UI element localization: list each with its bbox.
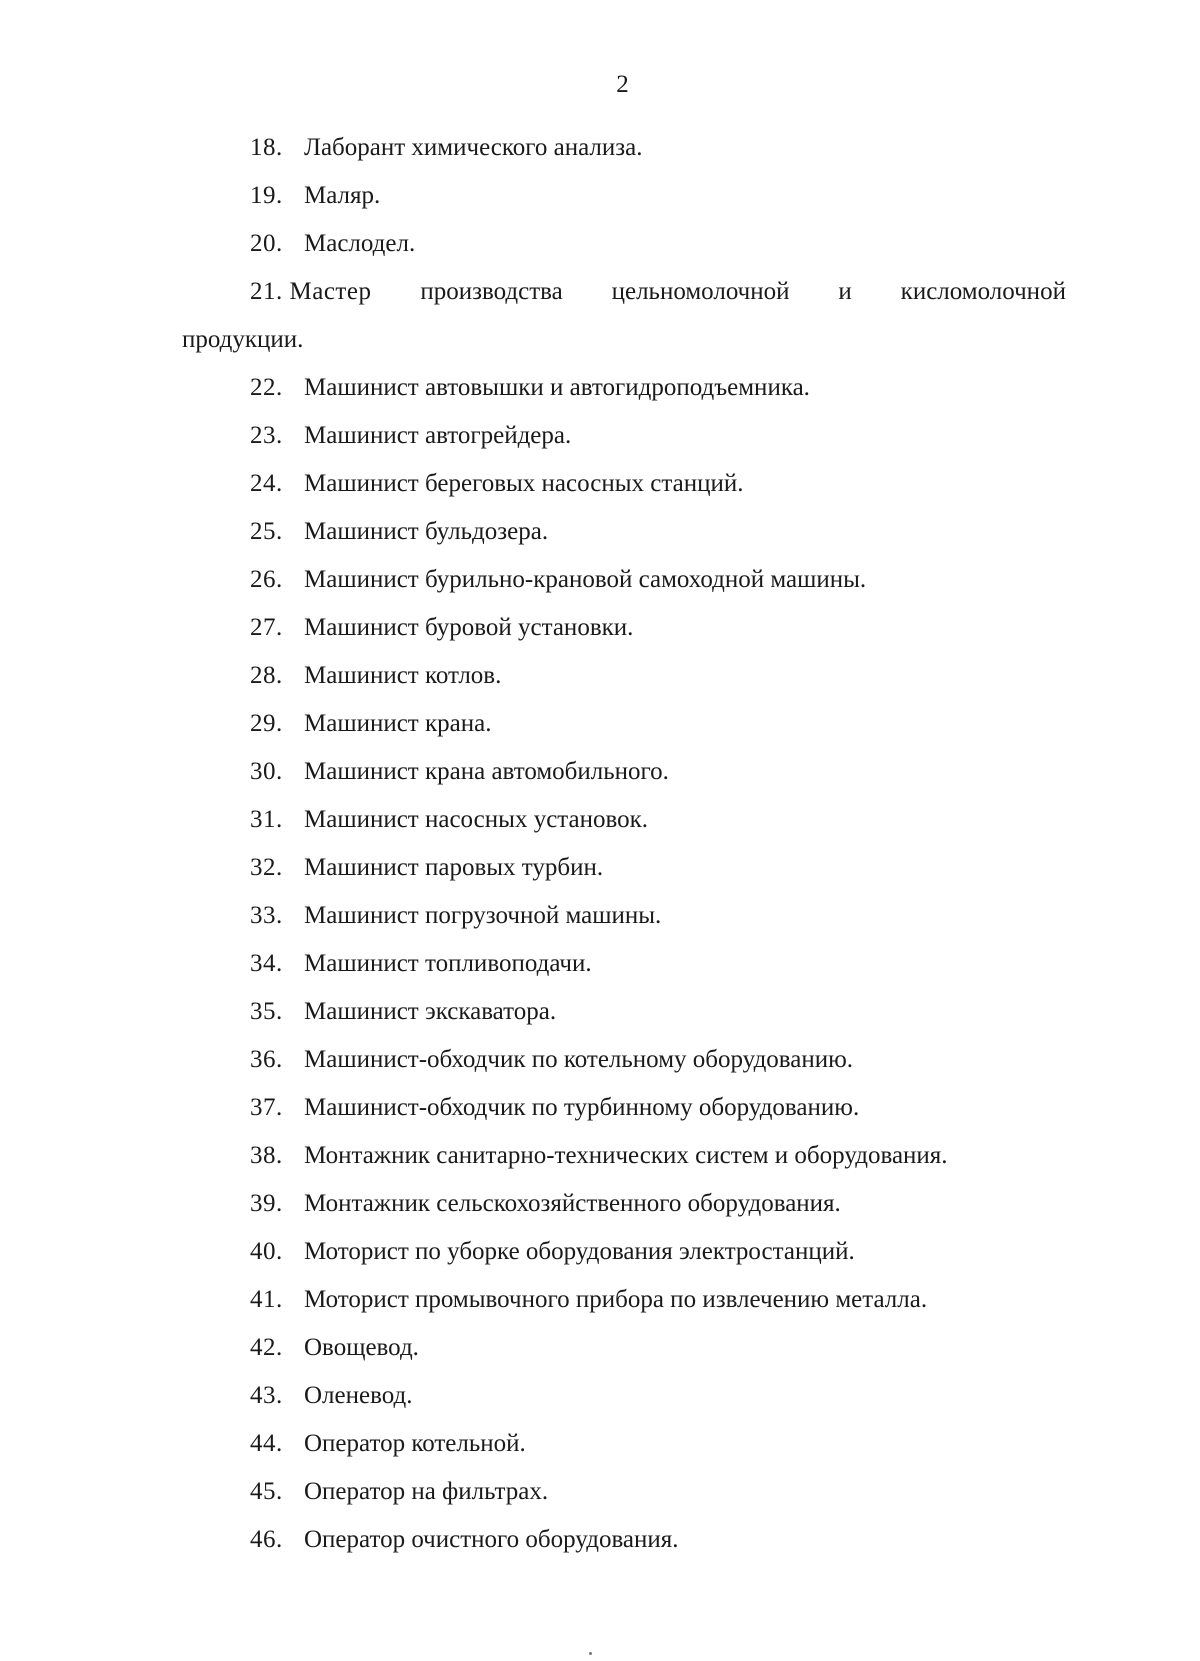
list-item: [182, 748, 1066, 796]
item-number: 18.: [250, 134, 283, 161]
item-number: 37.: [250, 1094, 283, 1121]
scan-speck: [589, 1652, 592, 1655]
item-number: 35.: [250, 998, 283, 1025]
item-text: Монтажник санитарно-технических систем и оборудования.: [304, 1142, 948, 1169]
item-text: Моторист по уборке оборудования электростанций.: [304, 1238, 855, 1265]
item-number: 33.: [250, 902, 283, 929]
item-number: 36.: [250, 1046, 283, 1073]
list-item: [182, 1516, 1066, 1564]
list-item: [182, 1036, 1066, 1084]
list-item: [182, 1372, 1066, 1420]
list-item: [182, 124, 1066, 172]
item-number: 44.: [250, 1430, 283, 1457]
item-number: 39.: [250, 1190, 283, 1217]
item-continuation: продукции.: [182, 326, 304, 353]
item-word: цельномолочной: [611, 278, 790, 305]
item-number: 19.: [250, 182, 283, 209]
item-text: Машинист паровых турбин.: [304, 854, 604, 881]
item-text: Оленевод.: [304, 1382, 413, 1409]
item-number: 25.: [250, 518, 283, 545]
list-item: [182, 172, 1066, 220]
item-number: 42.: [250, 1334, 283, 1361]
item-text: Маслодел.: [304, 230, 416, 257]
item-text: Овощевод.: [304, 1334, 419, 1361]
item-text: Машинист бульдозера.: [304, 518, 549, 545]
item-number: 24.: [250, 470, 283, 497]
list-item: [182, 988, 1066, 1036]
item-number: 23.: [250, 422, 283, 449]
list-item: [182, 364, 1066, 412]
item-text: Оператор на фильтрах.: [304, 1478, 549, 1505]
list-item: [182, 604, 1066, 652]
item-number: 45.: [250, 1478, 283, 1505]
item-number: 31.: [250, 806, 283, 833]
item-number: 38.: [250, 1142, 283, 1169]
list-item-wrapped: [182, 268, 1066, 364]
item-text: Маляр.: [304, 182, 381, 209]
item-text: Машинист буровой установки.: [304, 614, 634, 641]
list-item: [182, 1180, 1066, 1228]
item-number: 28.: [250, 662, 283, 689]
list-item: [182, 556, 1066, 604]
list-item: [182, 652, 1066, 700]
item-number: 27.: [250, 614, 283, 641]
list-item: [182, 1132, 1066, 1180]
item-text: Машинист насосных установок.: [304, 806, 649, 833]
item-number: 34.: [250, 950, 283, 977]
item-text: Машинист погрузочной машины.: [304, 902, 662, 929]
list-item: [182, 700, 1066, 748]
item-word: и: [838, 278, 852, 305]
item-word: Мастер: [289, 278, 372, 305]
list-item: [182, 460, 1066, 508]
list-item: [182, 412, 1066, 460]
list-item: [182, 220, 1066, 268]
item-text: Моторист промывочного прибора по извлечению металла.: [304, 1286, 928, 1313]
list-item: [182, 508, 1066, 556]
item-number: 40.: [250, 1238, 283, 1265]
item-number: 32.: [250, 854, 283, 881]
item-text: Машинист бурильно-крановой самоходной машины.: [304, 566, 867, 593]
list-item: [182, 1468, 1066, 1516]
item-word: кисломолочной: [900, 278, 1066, 305]
item-text: Машинист котлов.: [304, 662, 502, 689]
page-number: 2: [616, 71, 629, 98]
item-text: Машинист крана автомобильного.: [304, 758, 669, 785]
list-item: [182, 844, 1066, 892]
item-text: Монтажник сельскохозяйственного оборудования.: [304, 1190, 841, 1217]
list-item: [182, 1276, 1066, 1324]
list-item: [182, 892, 1066, 940]
item-text: Оператор очистного оборудования.: [304, 1526, 679, 1553]
item-text: Машинист автогрейдера.: [304, 422, 572, 449]
list-item: [182, 940, 1066, 988]
item-first-line: [182, 268, 1066, 316]
item-number: 41.: [250, 1286, 283, 1313]
item-number: 46.: [250, 1526, 283, 1553]
item-text: Машинист-обходчик по турбинному оборудованию.: [304, 1094, 860, 1121]
item-number: 43.: [250, 1382, 283, 1409]
item-text: Машинист береговых насосных станций.: [304, 470, 744, 497]
item-word: производства: [420, 278, 563, 305]
item-number: 29.: [250, 710, 283, 737]
profession-list: [182, 124, 1066, 1564]
item-text: Машинист экскаватора.: [304, 998, 557, 1025]
list-item: [182, 1324, 1066, 1372]
item-text: Оператор котельной.: [304, 1430, 526, 1457]
item-number: 22.: [250, 374, 283, 401]
list-item: [182, 1228, 1066, 1276]
item-text: Машинист автовышки и автогидроподъемника.: [304, 374, 810, 401]
item-text: Машинист-обходчик по котельному оборудованию.: [304, 1046, 854, 1073]
item-text: Машинист топливоподачи.: [304, 950, 592, 977]
item-number: 21. Мастер: [250, 278, 372, 305]
item-number: 26.: [250, 566, 283, 593]
list-item: [182, 1084, 1066, 1132]
item-text: Лаборант химического анализа.: [304, 134, 643, 161]
item-text: Машинист крана.: [304, 710, 492, 737]
item-number: 30.: [250, 758, 283, 785]
list-item: [182, 1420, 1066, 1468]
list-item: [182, 796, 1066, 844]
item-number: 20.: [250, 230, 283, 257]
